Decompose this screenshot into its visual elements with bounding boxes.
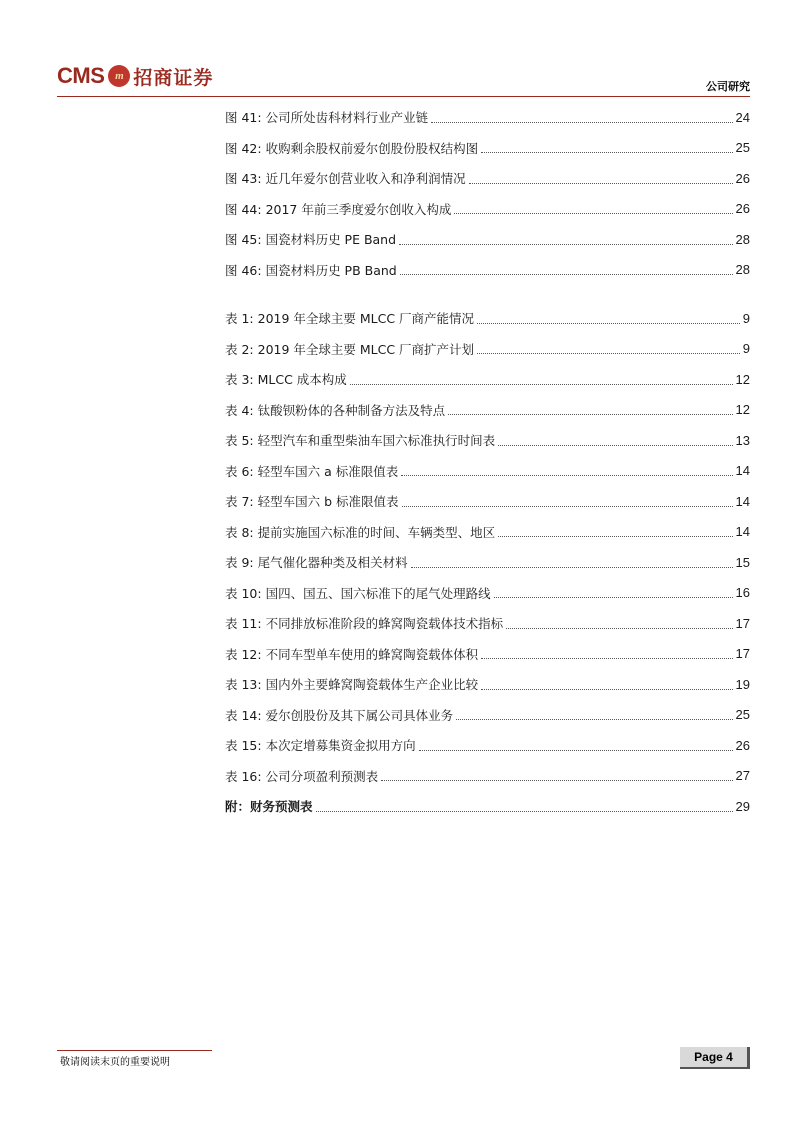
toc-leader-dots	[399, 244, 732, 245]
toc-entry-page: 25	[735, 707, 750, 722]
toc-entry-page: 26	[735, 170, 750, 186]
toc-leader-dots	[481, 689, 732, 690]
report-section-label: 公司研究	[706, 80, 750, 93]
toc-entry-label: 图 43: 近几年爱尔创营业收入和净利润情况	[225, 171, 466, 186]
toc-leader-dots	[419, 750, 733, 751]
toc-entry-page: 9	[742, 341, 750, 356]
toc-entry-page: 14	[735, 463, 750, 478]
toc-leader-dots	[469, 183, 733, 184]
page-number-badge: Page 4	[680, 1047, 750, 1069]
toc-entry-table-1[interactable]	[225, 307, 750, 329]
toc-entry-table-10[interactable]	[225, 582, 750, 604]
toc-entry-label: 图 42: 收购剩余股权前爱尔创股份股权结构图	[225, 140, 479, 156]
toc-entry-label: 图 45: 国瓷材料历史 PE Band	[225, 232, 397, 247]
toc-entry-figure-41[interactable]	[225, 106, 750, 128]
toc-entry-figure-42[interactable]	[225, 137, 750, 159]
toc-leader-dots	[448, 414, 732, 415]
toc-leader-dots	[431, 122, 732, 123]
toc-entry-page: 26	[735, 737, 750, 753]
toc-entry-label: 表 1: 2019 年全球主要 MLCC 厂商产能情况	[225, 311, 475, 326]
toc-entry-label: 表 16: 公司分项盈利预测表	[225, 768, 379, 784]
toc-leader-dots	[400, 274, 733, 275]
toc-entry-figure-46[interactable]	[225, 259, 750, 281]
toc-entry-figure-45[interactable]	[225, 228, 750, 250]
toc-entry-page: 25	[735, 140, 750, 155]
toc-entry-label: 表 9: 尾气催化器种类及相关材料	[225, 555, 408, 570]
footer-divider	[57, 1050, 212, 1051]
toc-entry-page: 19	[735, 676, 750, 692]
toc-entry-figure-44[interactable]	[225, 198, 750, 220]
toc-entry-label: 表 15: 本次定增募集资金拟用方向	[225, 738, 416, 753]
toc-leader-dots	[316, 811, 733, 812]
toc-leader-dots	[477, 353, 740, 354]
toc-entry-table-16[interactable]	[225, 765, 750, 787]
toc-leader-dots	[506, 628, 732, 629]
toc-entry-label: 表 12: 不同车型单车使用的蜂窝陶瓷载体体积	[225, 646, 479, 662]
toc-leader-dots	[477, 323, 740, 324]
toc-entry-page: 12	[735, 402, 750, 417]
toc-entry-label: 表 13: 国内外主要蜂窝陶瓷载体生产企业比较	[225, 677, 479, 692]
header-divider	[57, 96, 750, 97]
toc-entry-label: 表 3: MLCC 成本构成	[225, 372, 347, 387]
toc-entry-page: 14	[735, 493, 750, 509]
toc-entry-table-6[interactable]	[225, 460, 750, 482]
toc-entry-label: 表 10: 国四、国五、国六标准下的尾气处理路线	[225, 585, 491, 601]
toc-entry-table-2[interactable]	[225, 338, 750, 360]
toc-entry-page: 27	[735, 768, 750, 783]
toc-entry-page: 28	[735, 231, 750, 247]
toc-entry-label: 表 4: 钛酸钡粉体的各种制备方法及特点	[225, 402, 446, 418]
toc-entry-table-14[interactable]	[225, 704, 750, 726]
toc-entry-label: 表 2: 2019 年全球主要 MLCC 厂商扩产计划	[225, 341, 475, 357]
footer-disclaimer-note: 敬请阅读末页的重要说明	[60, 1057, 170, 1068]
toc-entry-table-4[interactable]	[225, 399, 750, 421]
toc-leader-dots	[498, 536, 732, 537]
toc-leader-dots	[494, 597, 733, 598]
toc-entry-table-15[interactable]	[225, 734, 750, 756]
toc-entry-page: 14	[735, 524, 750, 539]
toc-entry-label: 附：财务预测表	[225, 799, 313, 814]
toc-entry-page: 15	[735, 554, 750, 570]
toc-entry-label: 表 11: 不同排放标准阶段的蜂窝陶瓷载体技术指标	[225, 616, 504, 631]
toc-leader-dots	[350, 384, 733, 385]
toc-entry-label: 表 6: 轻型车国六 a 标准限值表	[225, 463, 399, 479]
toc-entry-figure-43[interactable]	[225, 167, 750, 189]
logo-cn-text: 招商证券	[133, 66, 214, 89]
toc-leader-dots	[481, 152, 732, 153]
toc-entry-page: 24	[735, 109, 750, 125]
toc-entry-table-12[interactable]	[225, 643, 750, 665]
toc-leader-dots	[402, 506, 733, 507]
toc-entry-table-5[interactable]	[225, 429, 750, 451]
toc-leader-dots	[498, 445, 732, 446]
toc-entry-page: 26	[735, 201, 750, 216]
toc-entry-table-3[interactable]	[225, 368, 750, 390]
toc-leader-dots	[481, 658, 732, 659]
toc-leader-dots	[454, 213, 732, 214]
toc-entry-table-11[interactable]	[225, 612, 750, 634]
toc-entry-label: 表 14: 爱尔创股份及其下属公司具体业务	[225, 707, 454, 723]
toc-entry-label: 表 8: 提前实施国六标准的时间、车辆类型、地区	[225, 524, 496, 540]
toc-entry-page: 13	[735, 432, 750, 448]
toc-entry-label: 图 41: 公司所处齿科材料行业产业链	[225, 110, 429, 125]
toc-entry-table-13[interactable]	[225, 673, 750, 695]
logo-seal-icon: m	[108, 65, 130, 87]
toc-entry-table-7[interactable]	[225, 490, 750, 512]
toc-leader-dots	[411, 567, 733, 568]
toc-entry-table-9[interactable]	[225, 551, 750, 573]
toc-entry-page: 16	[735, 585, 750, 600]
toc-leader-dots	[381, 780, 732, 781]
toc-entry-label: 图 44: 2017 年前三季度爱尔创收入构成	[225, 201, 452, 217]
toc-entry-label: 图 46: 国瓷材料历史 PB Band	[225, 262, 397, 278]
toc-entry-label: 表 5: 轻型汽车和重型柴油车国六标准执行时间表	[225, 433, 496, 448]
toc-entry-page: 28	[735, 262, 750, 277]
toc-entry-page: 29	[735, 798, 750, 814]
toc-leader-dots	[456, 719, 732, 720]
toc-entry-appendix[interactable]	[225, 795, 750, 817]
toc-entry-page: 17	[735, 615, 750, 631]
logo-cms-text: CMS	[57, 63, 105, 88]
toc-entry-page: 17	[735, 646, 750, 661]
toc-entry-label: 表 7: 轻型车国六 b 标准限值表	[225, 494, 399, 509]
company-logo	[57, 62, 213, 90]
toc-leader-dots	[401, 475, 732, 476]
toc-entry-page: 12	[735, 371, 750, 387]
toc-entry-page: 9	[742, 310, 750, 326]
toc-entry-table-8[interactable]	[225, 521, 750, 543]
